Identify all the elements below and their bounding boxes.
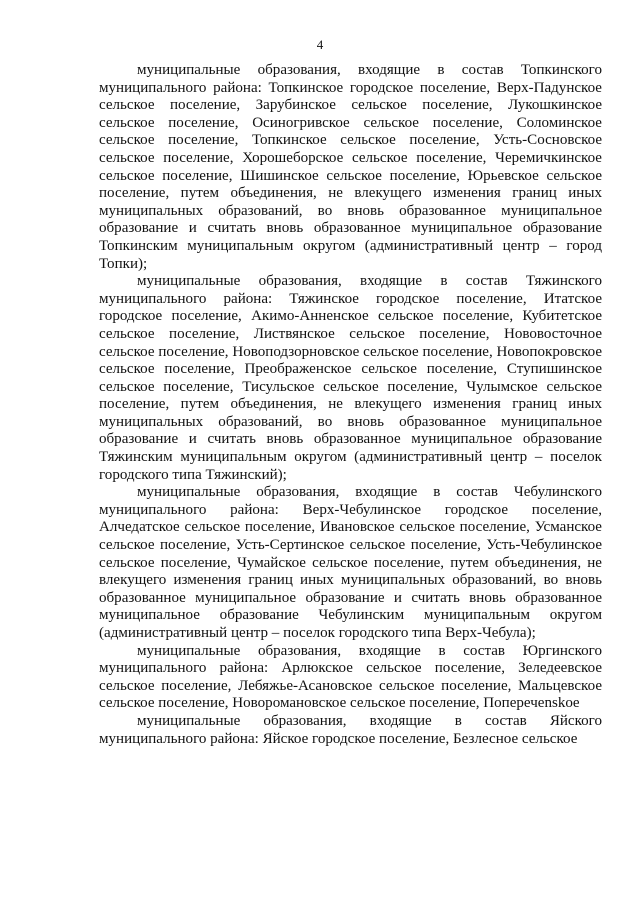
paragraph-tyazhinsky: муниципальные образования, входящие в состав Тяжинского муниципального района: Тяжинское городское поселение, Итатское городское поселение, Акимо-Анненское сельское поселение, Кубитетское сельское поселение, Листвянское сельское поселение, Нововосточное сельское поселение, Новоподзорновское сельское поселение, Новопокровское сельское поселение, Преображенское сельское поселение, Ступишинское сельское поселение, Тисульское сельское поселение, Чулымское сельское поселение, путем объединения, не влекущего изменения границ иных муниципальных образований, во вновь образованное муниципальное образование и считать вновь образованное муниципальное образование Тяжинским муниципальным округом (административный центр – поселок городского типа Тяжинский); — [99, 273, 602, 483]
paragraph-topkinsky: муниципальные образования, входящие в состав Топкинского муниципального района: Топкинское городское поселение, Верх-Падунское сельское поселение, Зарубинское сельское поселение, Лукошкинское сельское поселение, Осиногривское сельское поселение, Соломинское сельское поселение, Топкинское сельское поселение, Усть-Сосновское сельское поселение, Хорошеборское сельское поселение, Черемичкинское сельское поселение, Шишинское сельское поселение, Юрьевское сельское поселение, путем объединения, не влекущего изменения границ иных муниципальных образований, во вновь образованное муниципальное образование и считать вновь образованное муниципальное образование Топкинским муниципальным округом (административный центр – город Топки); — [99, 62, 602, 272]
document-body — [99, 62, 602, 748]
page-number: 4 — [316, 37, 324, 52]
paragraph-chebulinsky: муниципальные образования, входящие в состав Чебулинского муниципального района: Верх-Чебулинское городское поселение, Алчедатское сельское поселение, Ивановское сельское поселение, Усманское сельское поселение, Усть-Сертинское сельское поселение, Усть-Чебулинское сельское поселение, Чумайское сельское поселение, путем объединения, не влекущего изменения границ иных муниципальных образований, во вновь образованное муниципальное образование и считать вновь образованное муниципальное образование Чебулинским муниципальным округом (административный центр – поселок городского типа Верх-Чебула); — [99, 484, 602, 641]
paragraph-yurginsky: муниципальные образования, входящие в состав Юргинского муниципального района: Арлюкское сельское поселение, Зеледеевское сельское поселение, Лебяжье-Асановское сельское поселение, Мальцевское сельское поселение, Новоромановское сельское поселение, Поперечenskoe — [99, 642, 602, 712]
paragraph-yaysky: муниципальные образования, входящие в состав Яйского муниципального района: Яйское городское поселение, Безлесное сельское — [99, 712, 602, 747]
